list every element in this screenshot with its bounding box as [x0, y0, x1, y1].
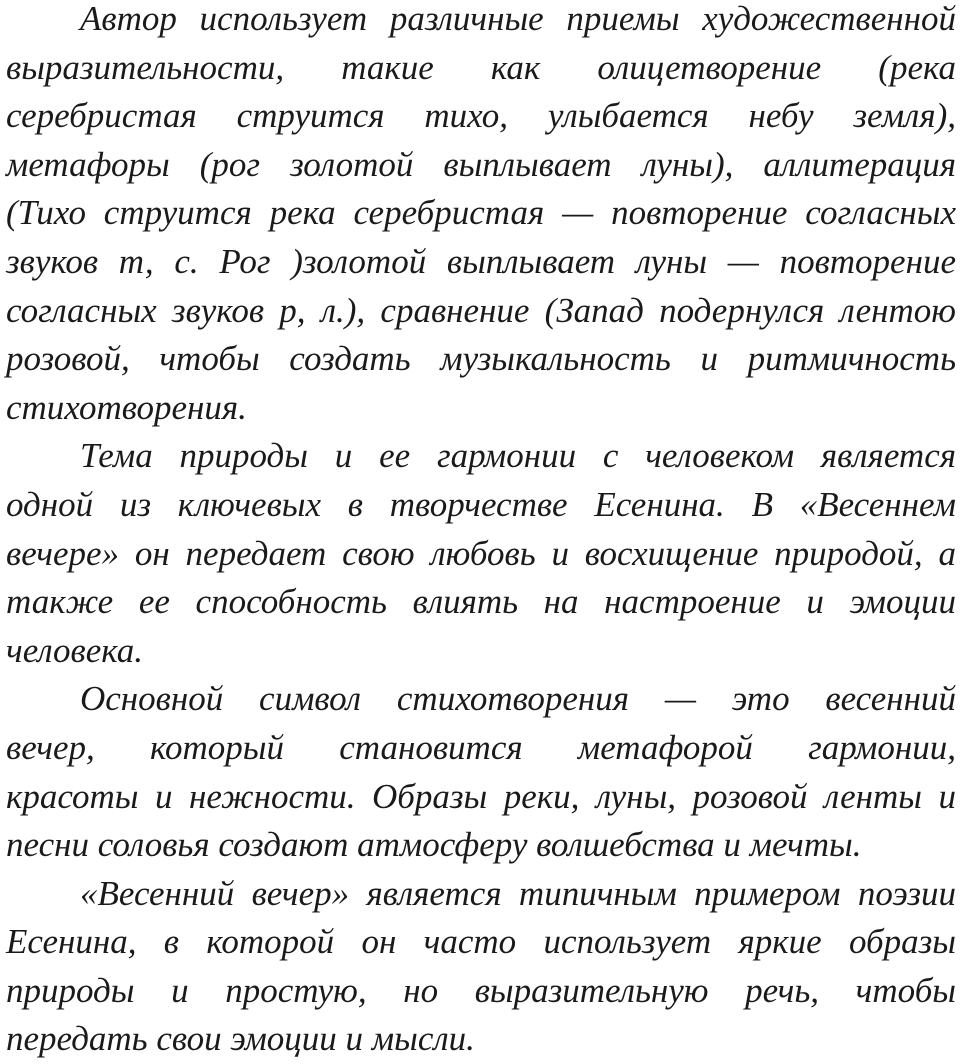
text-line: звуков т, с. Рог )золотой выплывает луны — повторение	[6, 241, 956, 281]
paragraph-4	[6, 870, 956, 1064]
text-line: стихотворения.	[6, 387, 247, 427]
text-line: вечер, который становится метафорой гармонии,	[6, 727, 956, 767]
text-line: «Весенний вечер» является типичным примером поэзии	[80, 873, 956, 913]
text-line: согласных звуков р, л.), сравнение (Запад подернулся лентою	[6, 290, 956, 330]
text-line: песни соловья создают атмосферу волшебства и мечты.	[6, 825, 862, 865]
text-line: (Тихо струится река серебристая — повторение согласных	[6, 193, 956, 233]
text-line: серебристая струится тихо, улыбается небу земля),	[6, 96, 956, 136]
text-line: природы и простую, но выразительную речь, чтобы	[6, 970, 956, 1010]
text-line: человека.	[6, 630, 144, 670]
text-line: выразительности, такие как олицетворение (река	[6, 47, 956, 87]
text-line: красоты и нежности. Образы реки, луны, розовой ленты и	[6, 776, 956, 816]
text-line: одной из ключевых в творчестве Есенина. В «Весеннем	[6, 484, 956, 524]
text-line: Тема природы и ее гармонии с человеком является	[80, 436, 956, 476]
text-line: Основной символ стихотворения — это весенний	[80, 679, 956, 719]
text-line: передать свои эмоции и мысли.	[6, 1019, 475, 1059]
text-line: Есенина, в которой он часто использует яркие образы	[6, 922, 956, 962]
text-line: вечере» он передает свою любовь и восхищение природой, а	[6, 533, 956, 573]
paragraph-1	[6, 0, 956, 432]
text-line: Автор использует различные приемы художественной	[80, 0, 956, 38]
text-line: розовой, чтобы создать музыкальность и ритмичность	[6, 339, 956, 379]
text-line: также ее способность влиять на настроение и эмоции	[6, 582, 956, 622]
text-line: метафоры (рог золотой выплывает луны), аллитерация	[6, 144, 956, 184]
paragraph-3	[6, 675, 956, 869]
paragraph-2	[6, 432, 956, 675]
